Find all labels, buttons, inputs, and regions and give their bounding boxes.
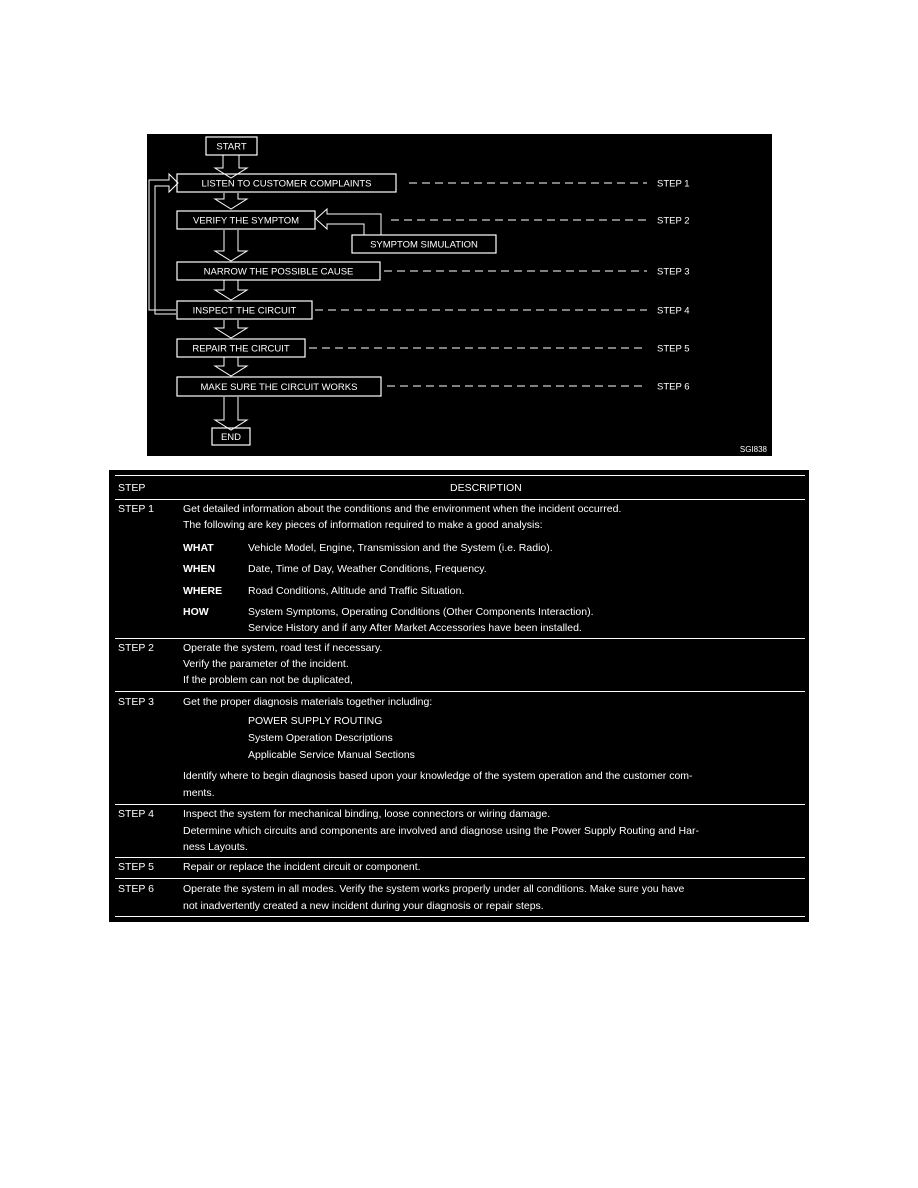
step4-line: Determine which circuits and components are involved and diagnose using the Power Supply Routing and Har- <box>183 825 699 837</box>
step3-label: STEP 3 <box>118 696 154 708</box>
figure-id: SGI838 <box>739 445 767 454</box>
step5-node <box>177 339 305 357</box>
step1-label: STEP 1 <box>118 503 154 515</box>
arrow-step1-to-step2 <box>215 193 247 209</box>
flow-step5-label: STEP 5 <box>657 343 690 355</box>
header-description: DESCRIPTION <box>450 482 522 494</box>
step5-label: STEP 5 <box>118 861 154 873</box>
step2-line: Operate the system, road test if necessary. <box>183 642 383 654</box>
step2-box-label: VERIFY THE SYMPTOM <box>192 215 300 227</box>
arrow-step5-to-step6 <box>215 357 247 376</box>
start-node <box>206 137 257 155</box>
what-key: WHAT <box>183 542 214 554</box>
arrow-step2-to-step3 <box>215 230 247 261</box>
step2-label: STEP 2 <box>118 642 154 654</box>
when-value: Date, Time of Day, Weather Conditions, Frequency. <box>248 563 487 575</box>
row-rule <box>115 804 805 805</box>
row-rule <box>115 638 805 639</box>
flowchart-canvas <box>147 134 772 456</box>
step-leader-lines <box>309 183 647 386</box>
flow-step4-label: STEP 4 <box>657 305 690 317</box>
step5-box-label: REPAIR THE CIRCUIT <box>192 343 290 355</box>
step3-box-label: NARROW THE POSSIBLE CAUSE <box>203 266 354 278</box>
step6-line: not inadvertently created a new incident during your diagnosis or repair steps. <box>183 900 544 912</box>
symptom-simulation-label: SYMPTOM SIMULATION <box>370 239 478 251</box>
row-rule <box>115 691 805 692</box>
step3-material: POWER SUPPLY ROUTING <box>248 715 383 727</box>
loop-arrow-step4-to-step1 <box>149 174 178 314</box>
row-rule <box>115 878 805 879</box>
step4-line: ness Layouts. <box>183 841 248 853</box>
when-key: WHEN <box>183 563 216 575</box>
step1-node <box>177 174 396 192</box>
step6-box-label: MAKE SURE THE CIRCUIT WORKS <box>200 382 358 393</box>
step6-line: Operate the system in all modes. Verify the system works properly under all conditions. Make sure you have <box>183 883 685 895</box>
flow-step6-label: STEP 6 <box>657 381 690 393</box>
what-value: Vehicle Model, Engine, Transmission and the System (i.e. Radio). <box>248 542 553 554</box>
step4-label: STEP 4 <box>118 808 154 820</box>
step3-material: System Operation Descriptions <box>248 732 393 744</box>
step1-line: Get detailed information about the conditions and the environment when the incident occurred. <box>183 503 622 515</box>
step6-label: STEP 6 <box>118 883 154 895</box>
step2-line: Verify the parameter of the incident. <box>183 658 349 670</box>
step4-box-label: INSPECT THE CIRCUIT <box>192 305 297 317</box>
table-bottom-rule <box>115 916 805 917</box>
symptom-simulation-node <box>352 235 496 253</box>
step-labels <box>657 179 690 393</box>
step2-line: If the problem can not be duplicated, <box>183 674 353 686</box>
step4-line: Inspect the system for mechanical binding, loose connectors or wiring damage. <box>183 808 551 820</box>
flow-step3-label: STEP 3 <box>657 266 690 278</box>
end-label: END <box>220 432 242 443</box>
header-rule <box>115 499 805 500</box>
step3-node <box>177 262 380 280</box>
arrow-step6-to-end <box>215 397 247 430</box>
step3-outro: ments. <box>183 787 215 799</box>
step2-node <box>177 211 315 229</box>
where-value: Road Conditions, Altitude and Traffic Situation. <box>248 585 465 597</box>
diagnostic-flowchart <box>147 134 772 456</box>
arrow-step4-to-step5 <box>215 320 247 338</box>
where-key: WHERE <box>183 585 223 597</box>
header-step: STEP <box>118 482 146 494</box>
flow-step2-label: STEP 2 <box>657 215 690 227</box>
how-value: System Symptoms, Operating Conditions (Other Components Interaction). <box>248 606 594 618</box>
flow-step1-label: STEP 1 <box>657 178 690 190</box>
step5-line: Repair or replace the incident circuit or component. <box>183 861 421 873</box>
diagnostic-steps-table <box>109 470 809 922</box>
arrow-simulation-to-step2 <box>316 209 381 235</box>
table-top-rule <box>115 475 805 476</box>
how-value: Service History and if any After Market Accessories have been installed. <box>248 622 582 634</box>
step3-material: Applicable Service Manual Sections <box>248 749 415 761</box>
arrow-step3-to-step4 <box>215 280 247 300</box>
how-key: HOW <box>183 606 209 618</box>
row-rule <box>115 857 805 858</box>
start-label: START <box>216 141 247 153</box>
step1-box-label: LISTEN TO CUSTOMER COMPLAINTS <box>201 178 372 190</box>
step3-intro: Get the proper diagnosis materials together including: <box>183 696 433 708</box>
step1-line: The following are key pieces of information required to make a good analysis: <box>183 519 543 531</box>
step3-outro: Identify where to begin diagnosis based upon your knowledge of the system operation and the customer com- <box>183 770 693 782</box>
step4-node <box>177 301 312 319</box>
step6-node <box>177 377 381 396</box>
